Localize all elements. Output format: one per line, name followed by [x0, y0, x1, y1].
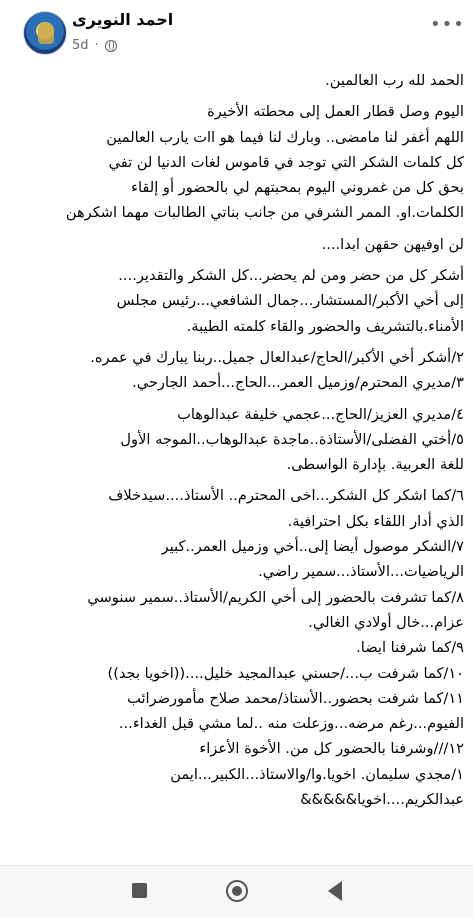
- post-time[interactable]: 5d: [72, 38, 89, 53]
- post-line: ٩/كما شرفنا ايضا.: [356, 639, 464, 657]
- back-icon[interactable]: [328, 881, 342, 901]
- post-line: ٤/مديري العزيز/الحاج...عجمي خليفة عبدالوهاب: [177, 405, 464, 423]
- globe-icon: [105, 40, 117, 52]
- post-line: الفيوم...رغم مرضه...وزعلت منه ..لما مشي قبل الغداء...: [118, 715, 464, 733]
- post-line: ٧/الشكر موصول أيضا إلى..أخي وزميل العمر..كبير: [161, 538, 464, 556]
- dot-separator: ·: [94, 38, 99, 53]
- post-line: بحق كل من غمروني اليوم بمحبتهم لي بالحضور أو إلقاء: [131, 179, 464, 197]
- author-avatar[interactable]: [23, 11, 67, 55]
- post-header: [0, 0, 473, 64]
- post-line: كل كلمات الشكر التي توجد في قاموس لغات الدنيا لن تفي: [108, 153, 464, 171]
- post-line: ٥/أختي الفضلى/الأستاذة..ماجدة عبدالوهاب..الموجه الأول: [120, 430, 464, 448]
- post-line: الحمد لله رب العالمين.: [325, 72, 464, 89]
- post-line: ١/مجدي سليمان. اخويا.وا/والاستاذ...الكبير...ايمن: [170, 765, 464, 783]
- post-line: اليوم وصل قطار العمل إلى محطته الأخيرة: [207, 103, 464, 121]
- post-line: لن اوفيهن حقهن ابدا....: [321, 235, 464, 253]
- post-line: ٣/مديري المحترم/وزميل العمر...الحاج...أحمد الجارحي.: [132, 374, 464, 392]
- post-line: الذي أدار اللقاء بكل احترافية.: [287, 512, 464, 530]
- post-line: ١٠/كما شرفت ب.../حسني عبدالمجيد خليل....((اخويا بجد)): [107, 664, 464, 682]
- post-line: ٢/أشكر أخي الأكبر/الحاج/عبدالعال جميل..ربنا يبارك في عمره.: [90, 348, 464, 366]
- post-line: الرياضيات...الأستاذ...سمير راضي.: [258, 563, 464, 581]
- post-text: [12, 68, 464, 812]
- post-line: إلى أخي الأكبر/المستشار...جمال الشافعي...رئيس مجلس: [116, 292, 464, 310]
- more-options-icon[interactable]: •••: [430, 14, 465, 35]
- post-line: ٨/كما تشرفت بالحضور إلى أخي الكريم/الأستاذ..سمير سنوسي: [87, 588, 464, 606]
- post-line: الكلمات.او. الممر الشرفي من جانب بناتي الطالبات مهما اشكرهن: [65, 204, 464, 222]
- post-line: للغة العربية. بإدارة الواسطى.: [286, 456, 464, 474]
- recent-apps-icon[interactable]: [132, 883, 147, 898]
- post-line: الأمناء.بالتشريف والحضور والقاء كلمته الطيبة.: [186, 317, 464, 335]
- post-line: ١٢///وشرفنا بالحضور كل من. الأخوة الأعزاء: [199, 740, 464, 758]
- post-line: اللهم أغفر لنا مامضى.. وبارك لنا فيما هو اات يارب العالمين: [106, 128, 464, 146]
- home-icon[interactable]: [226, 880, 248, 902]
- post-line: عبدالكريم....اخويا&&&&&: [300, 791, 464, 809]
- avatar-emblem: [38, 22, 54, 44]
- post-line: عزام...خال أولادي الغالي.: [308, 613, 464, 631]
- android-navigation-bar: [0, 865, 473, 917]
- post-line: ١١/كما شرفت بحضور..الأستاذ/محمد صلاح مأمورضرائب: [127, 689, 464, 707]
- author-name[interactable]: احمد النويرى: [72, 10, 174, 29]
- post-line: أشكر كل من حضر ومن لم يحضر...كل الشكر والتقدير....: [118, 267, 464, 285]
- post-meta: [72, 38, 117, 53]
- post-line: ٦/كما اشكر كل الشكر...اخى المحترم.. الأستاذ....سيدخلاف: [108, 487, 464, 505]
